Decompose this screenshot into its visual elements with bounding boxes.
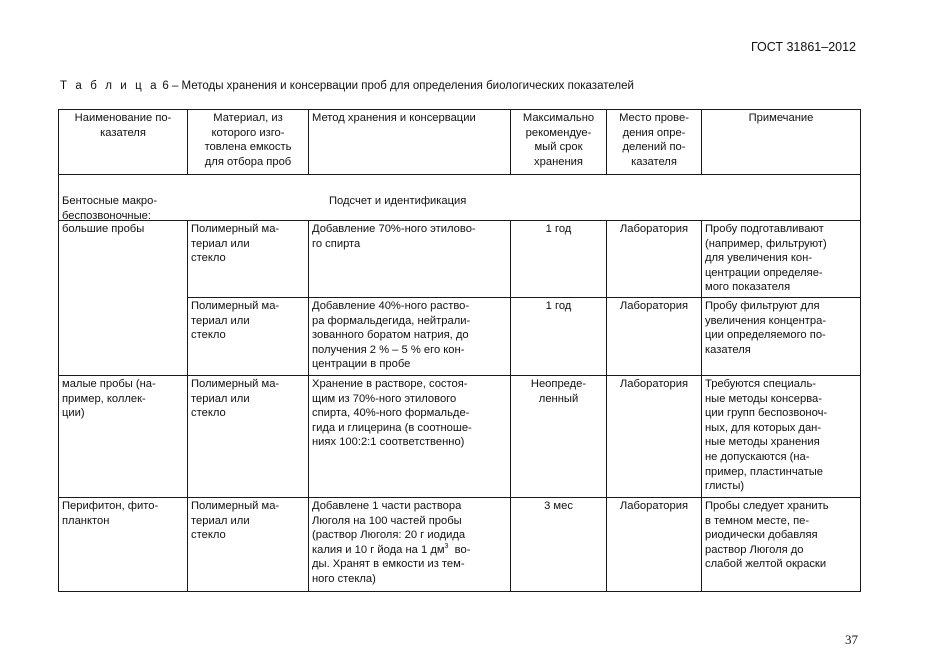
cell-material: Полимерный ма- териал или стекло: [188, 497, 309, 591]
header-method: Метод хранения и консервации: [309, 110, 511, 175]
cell-material: Полимерный ма- териал или стекло: [188, 221, 309, 298]
table-caption: [60, 80, 634, 92]
cell-indicator: большие пробы: [59, 221, 188, 376]
section-title: Подсчет и идентификация: [329, 195, 467, 207]
cell-method: Хранение в растворе, состоя- щим из 70%-ного этилового спирта, 40%-ного формальде- гида и глицерина (в соотноше- ниях 100:2:1 соответственно): [309, 375, 511, 497]
table-row: [59, 221, 861, 298]
header-place: Место прове- дения опре- делений по- казателя: [607, 110, 702, 175]
cell-method: Добавление 40%-ного раство- ра формальдегида, нейтрали- зованного боратом натрия, до получения 2 % – 5 % его кон- центрации в пробе: [309, 297, 511, 375]
section-row: [59, 175, 861, 221]
page-number: 37: [845, 632, 858, 647]
cell-note: Пробу подготавливают (например, фильтруют) для увеличения кон- центрации определяе- мого показателя: [702, 221, 861, 298]
cell-duration: 1 год: [511, 221, 607, 298]
section-cell: [59, 175, 861, 221]
cell-method: Добавление 70%-ного этилово- го спирта: [309, 221, 511, 298]
cell-place: Лаборатория: [607, 297, 702, 375]
cell-duration: 1 год: [511, 297, 607, 375]
storage-methods-table: [58, 109, 861, 592]
document-code: ГОСТ 31861–2012: [750, 40, 856, 54]
header-note: Примечание: [702, 110, 861, 175]
cell-method: Добавлене 1 части раствора Люголя на 100 частей пробы (раствор Люголя: 20 г иодида калия и 10 г йода на 1 $дм^3$ во- ды. Хранят в емкости из тем- ного стекла): [309, 497, 511, 591]
cell-note: Пробы следует хранить в темном месте, пе- риодически добавляя раствор Люголя до слабой желтой окраски: [702, 497, 861, 591]
superscript-3: 3: [444, 542, 449, 550]
section-label: Бентосные макро- беспозвоночные:: [62, 195, 158, 221]
header-material: Материал, из которого изго- товлена емкость для отбора проб: [188, 110, 309, 175]
cell-place: Лаборатория: [607, 375, 702, 497]
table-row: [59, 375, 861, 497]
header-duration: Максимально рекомендуе- мый срок хранения: [511, 110, 607, 175]
header-row: [59, 110, 861, 175]
cell-note: Требуются специаль- ные методы консерва- ции групп беспозвоноч- ных, для которых дан- ные методы хранения не допускаются (на- пример, пластинчатые глисты): [702, 375, 861, 497]
caption-text: – Методы хранения и консервации проб для определения биологических показателей: [171, 80, 634, 92]
cell-place: Лаборатория: [607, 497, 702, 591]
header-indicator: Наименование по- казателя: [59, 110, 188, 175]
caption-number: 6: [162, 80, 169, 92]
caption-prefix: Т а б л и ц а: [60, 80, 160, 92]
cell-place: Лаборатория: [607, 221, 702, 298]
cell-duration: 3 мес: [511, 497, 607, 591]
cell-duration: Неопреде- ленный: [511, 375, 607, 497]
cell-material: Полимерный ма- териал или стекло: [188, 375, 309, 497]
table-row: [59, 497, 861, 591]
cell-material: Полимерный ма- териал или стекло: [188, 297, 309, 375]
cell-note: Пробу фильтруют для увеличения концентра- ции определяемого по- казателя: [702, 297, 861, 375]
cell-indicator: Перифитон, фито- планктон: [59, 497, 188, 591]
cell-indicator: малые пробы (на- пример, коллек- ции): [59, 375, 188, 497]
